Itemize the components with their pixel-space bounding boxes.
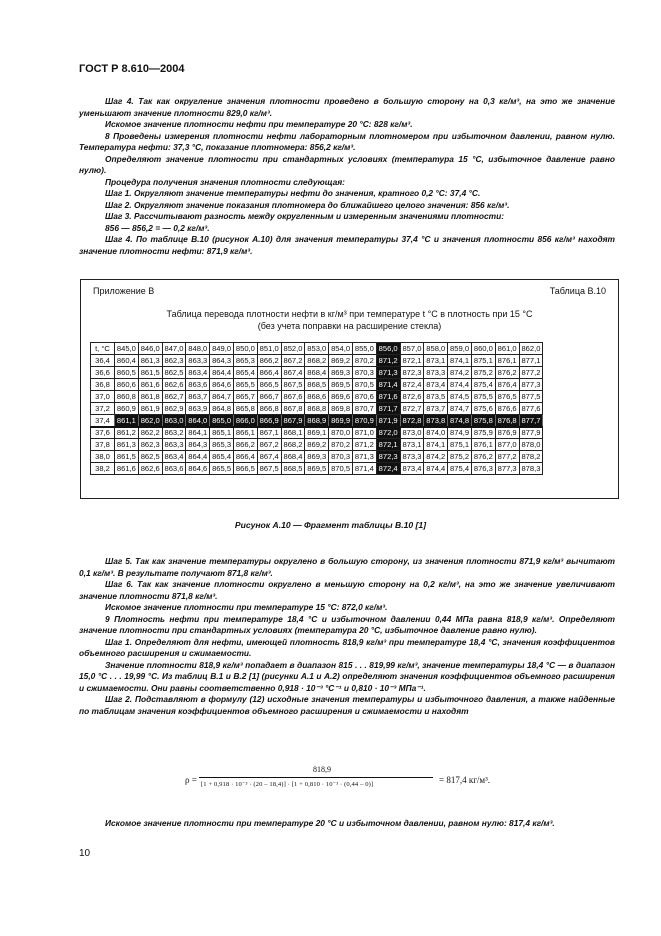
table-cell: 870,9 [352,415,376,427]
table-cell: 868,2 [305,355,329,367]
header-cell: 856,0 [376,343,400,355]
table-cell: 876,8 [495,415,519,427]
paragraph: Шаг 2. Округляют значение показания плотномера до ближайшего целого значения: 856 кг/м³. [105,199,510,210]
table-cell: 878,0 [519,439,543,451]
table-cell: 875,5 [471,391,495,403]
table-title-line: Таблица перевода плотности нефти в кг/м³ при температуре t °С в плотность при 15 °С [166,309,533,319]
table-cell: 862,7 [162,391,186,403]
table-cell: 38,0 [91,451,115,463]
table-cell: 875,1 [448,439,472,451]
table-cell: 861,5 [115,451,139,463]
table-cell: 872,3 [376,451,400,463]
table-cell: 862,2 [138,427,162,439]
table-cell: 869,2 [305,439,329,451]
table-cell: 863,9 [186,403,210,415]
table-cell: 875,4 [448,463,472,475]
table-cell: 864,8 [210,403,234,415]
table-cell: 868,5 [305,379,329,391]
table-cell: 862,5 [138,451,162,463]
table-cell: 871,0 [352,427,376,439]
table-row [91,439,543,451]
table-cell: 876,2 [471,451,495,463]
header-cell: 852,0 [281,343,305,355]
table-cell: 876,1 [495,355,519,367]
table-cell: 873,4 [424,379,448,391]
bottom-text-block [79,556,615,717]
table-cell: 873,7 [424,403,448,415]
table-cell: 861,6 [115,463,139,475]
table-cell: 863,6 [186,379,210,391]
table-cell: 862,3 [138,439,162,451]
table-cell: 860,8 [115,391,139,403]
header-cell: 845,0 [115,343,139,355]
table-cell: 871,6 [376,391,400,403]
final-text-block [79,818,615,830]
document-header: ГОСТ Р 8.610—2004 [79,63,185,75]
table-cell: 863,2 [162,427,186,439]
table-cell: 866,4 [233,451,257,463]
table-cell: 872,7 [400,403,424,415]
formula-result: = 817,4 кг/м³. [439,775,491,785]
table-cell: 862,9 [162,403,186,415]
table-cell: 863,4 [162,451,186,463]
table-cell: 866,2 [257,355,281,367]
table-cell: 876,6 [495,403,519,415]
table-cell: 866,4 [257,367,281,379]
table-cell: 865,5 [233,379,257,391]
table-cell: 861,3 [115,439,139,451]
table-cell: 873,8 [424,415,448,427]
header-cell: 847,0 [162,343,186,355]
paragraph: Определяют значение плотности при стандартных условиях (температура 15 °С, избыточное давление равно нулю). [79,153,615,175]
table-cell: 860,4 [115,355,139,367]
table-cell: 876,9 [495,427,519,439]
table-cell: 867,2 [281,355,305,367]
table-cell: 877,5 [519,391,543,403]
table-cell: 873,5 [424,391,448,403]
table-cell: 873,3 [400,451,424,463]
table-cell: 864,4 [210,367,234,379]
table-cell: 863,3 [162,439,186,451]
header-cell: 861,0 [495,343,519,355]
table-cell: 867,4 [281,367,305,379]
paragraph: Значение плотности 818,9 кг/м³ попадает в диапазон 815 . . . 819,99 кг/м³, значение температуры 18,4 °С — в диапазон 15,0 °С . . . 19,99 °С. Из таблиц В.1 и В.2 [1] (рисунки А.1 и А.2) определяют значения коэффициентов объемного расширения и сжимаемости. Они равны соответственно 0,918 · 10⁻³ °С⁻¹ и 0,810 · 10⁻³ МПа⁻¹. [79,659,615,693]
table-row [91,391,543,403]
table-cell: 865,5 [210,463,234,475]
table-cell: 877,0 [495,439,519,451]
table-cell: 871,4 [352,463,376,475]
table-cell: 37,0 [91,391,115,403]
table-cell: 872,6 [400,391,424,403]
table-cell: 871,4 [376,379,400,391]
table-cell: 869,9 [329,415,353,427]
table-cell: 870,0 [329,427,353,439]
header-cell: 858,0 [424,343,448,355]
paragraph: Процедура получения значения плотности следующая: [105,176,345,187]
paragraph: Искомое значение плотности при температуре 15 °С: 872,0 кг/м³. [105,602,388,612]
table-cell: 874,7 [448,403,472,415]
table-cell: 865,4 [233,367,257,379]
table-cell: 38,2 [91,463,115,475]
table-cell: 872,4 [400,379,424,391]
table-cell: 874,1 [424,439,448,451]
table-cell: 867,5 [281,379,305,391]
table-cell: 872,0 [376,427,400,439]
table-cell: 865,8 [233,403,257,415]
table-cell: 874,9 [448,427,472,439]
table-cell: 865,7 [233,391,257,403]
table-cell: 875,9 [471,427,495,439]
header-cell: 862,0 [519,343,543,355]
table-cell: 864,4 [186,451,210,463]
table-cell: 876,5 [495,391,519,403]
table-cell: 867,2 [257,439,281,451]
table-cell: 874,2 [448,367,472,379]
table-cell: 865,0 [210,415,234,427]
table-cell: 876,1 [471,439,495,451]
table-cell: 37,8 [91,439,115,451]
table-cell: 866,9 [257,415,281,427]
table-row [91,463,543,475]
table-cell: 876,4 [495,379,519,391]
table-cell: 864,3 [210,355,234,367]
table-row [91,403,543,415]
table-cell: 874,5 [448,391,472,403]
fraction-line [199,777,433,778]
table-cell: 877,7 [519,415,543,427]
appendix-label: Приложение В [93,286,155,296]
table-cell: 871,7 [376,403,400,415]
table-row [91,451,543,463]
table-cell: 873,0 [400,427,424,439]
paragraph: Искомое значение плотности при температуре 20 °С и избыточном давлении, равном нулю: 817,4 кг/м³. [105,818,555,828]
header-cell: t, °С [91,343,115,355]
formula-denominator: [1 + 0,918 · 10⁻³ · (20 – 18,4)] · [1 + 0,810 · 10⁻³ · (0,44 – 0)] [201,781,374,788]
table-cell: 871,3 [376,367,400,379]
table-cell: 864,3 [186,439,210,451]
table-cell: 870,6 [352,391,376,403]
table-cell: 867,9 [281,415,305,427]
table-cell: 870,3 [352,367,376,379]
table-cell: 861,5 [138,367,162,379]
table-cell: 872,3 [400,367,424,379]
formula-numerator: 818,9 [313,765,331,774]
table-cell: 868,2 [281,439,305,451]
table-cell: 870,5 [352,379,376,391]
paragraph: Шаг 1. Определяют для нефти, имеющей плотность 818,9 кг/м³ при температуре 18,4 °С, значения коэффициентов объемного расширения и сжимаемости. [79,636,615,658]
table-cell: 875,4 [471,379,495,391]
table-cell: 867,8 [281,403,305,415]
table-cell: 37,6 [91,427,115,439]
table-cell: 36,4 [91,355,115,367]
table-row [91,415,543,427]
table-cell: 874,4 [424,463,448,475]
table-cell: 875,8 [471,415,495,427]
table-cell: 875,6 [471,403,495,415]
table-row [91,379,543,391]
header-cell: 849,0 [210,343,234,355]
table-cell: 868,5 [281,463,305,475]
table-cell: 872,1 [400,355,424,367]
table-cell: 866,0 [233,415,257,427]
table-cell: 867,5 [257,463,281,475]
table-cell: 869,2 [329,355,353,367]
table-cell: 878,3 [519,463,543,475]
table-cell: 862,5 [162,367,186,379]
table-cell: 862,6 [162,379,186,391]
table-cell: 874,8 [448,415,472,427]
figure-frame [80,279,619,499]
table-cell: 866,5 [233,463,257,475]
table-cell: 868,4 [281,451,305,463]
table-cell: 874,4 [448,379,472,391]
table-cell: 869,1 [305,427,329,439]
table-cell: 861,8 [138,391,162,403]
table-cell: 863,3 [186,355,210,367]
paragraph: Искомое значение плотности нефти при температуре 20 °С: 828 кг/м³. [105,119,413,129]
table-cell: 873,3 [424,367,448,379]
header-cell: 851,0 [257,343,281,355]
table-cell: 866,8 [257,403,281,415]
table-cell: 862,3 [162,355,186,367]
table-cell: 871,2 [376,355,400,367]
table-cell: 875,1 [471,355,495,367]
table-cell: 877,2 [519,367,543,379]
table-cell: 37,4 [91,415,115,427]
paragraph: 856 — 856,2 = — 0,2 кг/м³. [105,222,210,233]
table-header-row [91,343,543,355]
table-cell: 866,7 [257,391,281,403]
table-cell: 874,1 [448,355,472,367]
paragraph: 8 Проведены измерения плотности нефти лабораторным плотномером при избыточном давлении, равном нулю. Температура нефти: 37,3 °С, показание плотномера: 856,2 кг/м³. [79,130,615,152]
table-cell: 866,1 [233,427,257,439]
table-cell: 878,2 [519,451,543,463]
table-cell: 873,1 [424,355,448,367]
table-cell: 877,1 [519,355,543,367]
table-cell: 870,2 [352,355,376,367]
table-cell: 861,6 [138,379,162,391]
table-cell: 860,5 [115,367,139,379]
table-cell: 874,2 [424,451,448,463]
table-cell: 877,3 [495,463,519,475]
table-cell: 869,8 [329,403,353,415]
table-cell: 874,0 [424,427,448,439]
table-row [91,427,543,439]
figure-caption: Рисунок А.10 — Фрагмент таблицы В.10 [1] [234,520,427,530]
page-number: 10 [79,848,91,859]
table-cell: 864,7 [210,391,234,403]
table-cell: 860,6 [115,379,139,391]
table-cell: 868,4 [305,367,329,379]
table-cell: 871,2 [352,439,376,451]
header-cell: 846,0 [138,343,162,355]
table-cell: 864,6 [210,379,234,391]
table-title-line: (без учета поправки на расширение стекла) [257,321,442,331]
table-cell: 869,5 [305,463,329,475]
table-cell: 877,9 [519,427,543,439]
table-cell: 870,2 [329,439,353,451]
table-cell: 877,2 [495,451,519,463]
table-cell: 37,2 [91,403,115,415]
table-cell: 861,9 [138,403,162,415]
paragraph: Шаг 5. Так как значение температуры округлено в большую сторону, из значения плотности 871,9 кг/м³ вычитают 0,1 кг/м³. В результате получают 871,8 кг/м³. [79,556,615,578]
table-cell: 869,5 [329,379,353,391]
table-cell: 875,2 [448,451,472,463]
table-cell: 873,1 [400,439,424,451]
paragraph: Шаг 6. Так как значение плотности округлено в меньшую сторону на 0,2 кг/м³, на это же значение увеличивают значение плотности 871,8 кг/м³. [79,579,615,601]
table-cell: 36,6 [91,367,115,379]
table-cell: 866,2 [233,439,257,451]
paragraph: Шаг 3. Рассчитывают разность между округленным и измеренным значениями плотности: [105,211,504,221]
table-cell: 876,3 [471,463,495,475]
table-cell: 867,6 [281,391,305,403]
table-cell: 865,3 [210,439,234,451]
table-cell: 863,4 [186,367,210,379]
table-cell: 868,6 [305,391,329,403]
table-cell: 872,4 [376,463,400,475]
table-cell: 860,9 [115,403,139,415]
table-cell: 863,7 [186,391,210,403]
table-cell: 861,2 [115,427,139,439]
table-cell: 868,8 [305,403,329,415]
header-cell: 848,0 [186,343,210,355]
table-cell: 869,6 [329,391,353,403]
table-row [91,355,543,367]
density-table [90,342,543,475]
table-cell: 863,0 [162,415,186,427]
table-cell: 865,3 [233,355,257,367]
table-cell: 864,0 [186,415,210,427]
table-cell: 36,8 [91,379,115,391]
table-cell: 865,4 [210,451,234,463]
table-cell: 872,8 [400,415,424,427]
table-cell: 870,7 [352,403,376,415]
header-cell: 850,0 [233,343,257,355]
table-cell: 870,3 [329,451,353,463]
table-label: Таблица В.10 [549,286,606,296]
table-cell: 866,5 [257,379,281,391]
paragraph: Шаг 4. По таблице В.10 (рисунок А.10) для значения температуры 37,4 °С и значения плотности 856 кг/м³ находят значение плотности нефти: 871,9 кг/м³. [79,234,615,256]
header-cell: 855,0 [352,343,376,355]
table-cell: 870,5 [329,463,353,475]
paragraph: 9 Плотность нефти при температуре 18,4 °С и избыточном давлении 0,44 МПа равна 818,9 кг/м³. Определяют значение плотности при стандартных условиях (температура 20 °С, избыточное давление равно нулю). [79,613,615,635]
table-cell: 871,9 [376,415,400,427]
header-cell: 853,0 [305,343,329,355]
table-cell: 862,0 [138,415,162,427]
paragraph: Шаг 2. Подставляют в формулу (12) исходные значения температуры и избыточного давления, а также найденные по таблицам значения коэффициентов объемного расширения и сжимаемости и находят [79,694,615,716]
table-cell: 877,3 [519,379,543,391]
table-cell: 865,1 [210,427,234,439]
table-cell: 867,1 [257,427,281,439]
table-cell: 876,2 [495,367,519,379]
header-cell: 857,0 [400,343,424,355]
table-cell: 864,1 [186,427,210,439]
table-cell: 867,4 [257,451,281,463]
table-cell: 864,6 [186,463,210,475]
top-text-block [79,96,615,257]
table-cell: 869,3 [305,451,329,463]
paragraph: Шаг 1. Округляют значение температуры нефти до значения, кратного 0,2 °С: 37,4 °С. [105,188,481,198]
table-cell: 863,6 [162,463,186,475]
table-title [81,308,618,332]
formula-lhs: ρ = [185,775,197,785]
table-cell: 868,9 [305,415,329,427]
header-cell: 860,0 [471,343,495,355]
table-cell: 869,3 [329,367,353,379]
table-cell: 873,4 [400,463,424,475]
table-row [91,367,543,379]
paragraph: Шаг 4. Так как округление значения плотности проведено в большую сторону на 0,3 кг/м³, на это же значение уменьшают значение плотности 829,0 кг/м³. [79,96,615,118]
table-cell: 861,1 [115,415,139,427]
table-cell: 871,3 [352,451,376,463]
header-cell: 854,0 [329,343,353,355]
table-cell: 868,1 [281,427,305,439]
table-cell: 861,3 [138,355,162,367]
table-cell: 875,2 [471,367,495,379]
table-cell: 862,6 [138,463,162,475]
table-cell: 877,6 [519,403,543,415]
header-cell: 859,0 [448,343,472,355]
table-cell: 872,1 [376,439,400,451]
density-formula [185,765,525,795]
